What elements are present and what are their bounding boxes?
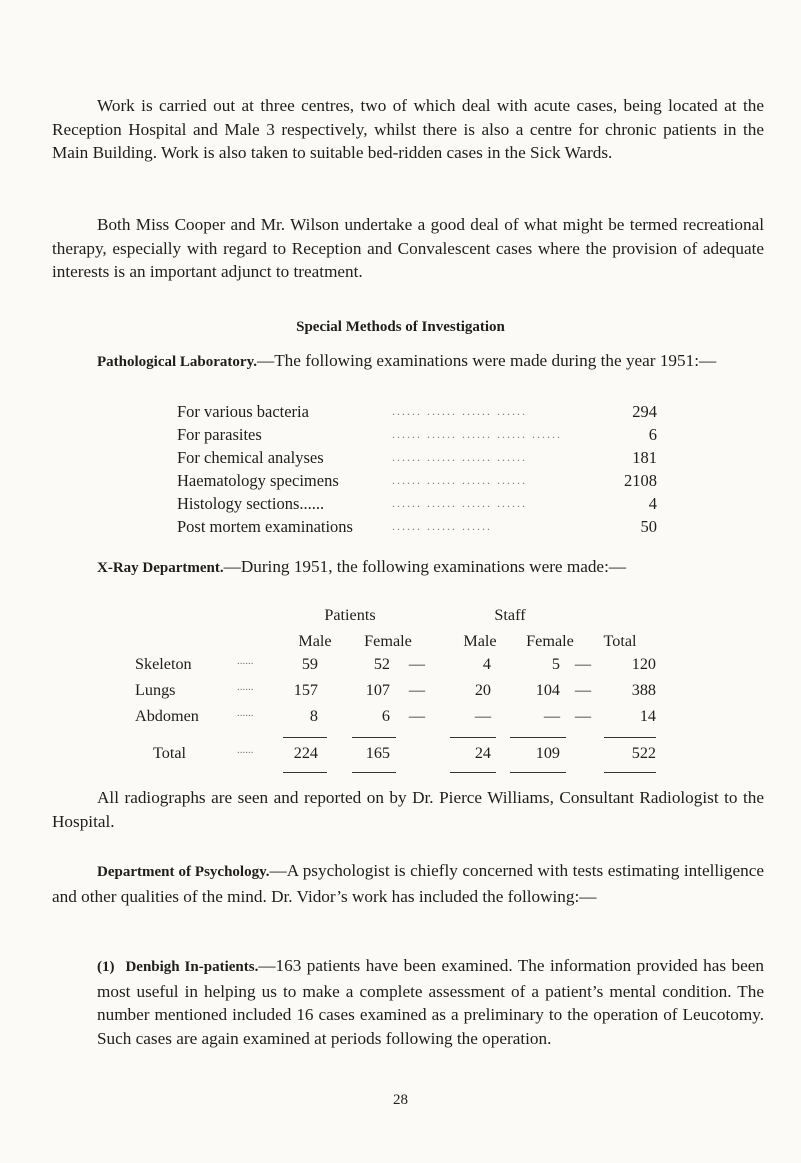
lab-row — [177, 494, 657, 516]
lab-label: Histology sections...... — [177, 494, 325, 513]
patients-male: 157 — [293, 681, 318, 699]
rule — [450, 737, 496, 738]
item-text: —163 patients have been examined. The information provided has been most useful in helping us to make a complete assessment of a patient’s mental condition. The number mentioned included 16 cases examined as a preliminary to the operation of Leucotomy. Such cases are again examined at periods following the operation. — [97, 956, 765, 1048]
lab-row — [177, 448, 657, 470]
psychology-text: —A psychologist is chiefly concerned with tests estimating intelligence and other qualities of the mind. Dr. Vidor’s work has included the following:— — [52, 861, 764, 906]
leader-dots: ...... ...... ...... ...... — [392, 404, 527, 418]
lab-value: 181 — [632, 448, 657, 467]
patients-female: 52 — [373, 655, 390, 673]
group-header-patients: Patients — [324, 606, 376, 624]
staff-male: 20 — [474, 681, 491, 699]
row-label: Skeleton — [135, 655, 192, 673]
intro-paragraph-2: Both Miss Cooper and Mr. Wilson undertake a good deal of what might be termed recreational therapy, especially with regard to Reception and Convalescent cases where the provision of adequate interests is an important adjunct to treatment. — [52, 215, 764, 281]
patients-male: 59 — [301, 655, 318, 673]
leader-dots: ...... ...... ...... ...... — [392, 473, 527, 487]
dash: — — [574, 681, 592, 699]
rule — [283, 772, 327, 773]
staff-female: 5 — [551, 655, 560, 673]
leader-dots: ...... — [237, 744, 254, 756]
lab-label: For various bacteria — [177, 402, 309, 421]
patients-female: 107 — [365, 681, 390, 699]
dash: — — [408, 707, 426, 725]
patients-male: 8 — [309, 707, 318, 725]
lab-value: 4 — [648, 494, 657, 513]
total-patients-female: 165 — [365, 744, 390, 762]
rule — [352, 772, 396, 773]
pathology-text: —The following examinations were made during the year 1951:— — [257, 351, 717, 370]
psychology-item-1 — [97, 954, 764, 1050]
psychology-paragraph — [52, 859, 764, 908]
row-total: 14 — [639, 707, 656, 725]
col-header: Female — [364, 632, 412, 650]
pathology-title: Pathological Laboratory. — [97, 354, 257, 370]
patients-female: 6 — [381, 707, 390, 725]
pathology-paragraph — [52, 349, 764, 375]
lab-row — [177, 471, 657, 493]
lab-row — [177, 402, 657, 424]
staff-male: 4 — [482, 655, 491, 673]
staff-male: — — [474, 707, 491, 725]
col-header: Total — [603, 632, 637, 650]
total-staff-female: 109 — [535, 744, 560, 762]
rule — [604, 737, 656, 738]
lab-value: 50 — [640, 517, 657, 536]
rule — [604, 772, 656, 773]
leader-dots: ...... ...... ...... — [392, 519, 492, 533]
dash: — — [408, 655, 426, 673]
lab-value: 294 — [632, 402, 657, 421]
row-total: 120 — [631, 655, 656, 673]
leader-dots: ...... — [237, 655, 254, 667]
rule — [510, 737, 566, 738]
psychology-title: Department of Psychology. — [97, 864, 270, 880]
total-staff-male: 24 — [474, 744, 491, 762]
staff-female: — — [543, 707, 560, 725]
row-label: Abdomen — [135, 707, 199, 725]
total-label: Total — [153, 744, 187, 762]
lab-label: Haematology specimens — [177, 471, 339, 490]
lab-label: Post mortem examinations — [177, 517, 353, 536]
lab-value: 2108 — [624, 471, 657, 490]
col-header: Male — [298, 632, 332, 650]
section-heading: Special Methods of Investigation — [296, 319, 505, 335]
xray-text: —During 1951, the following examinations were made:— — [223, 557, 627, 576]
lab-row — [177, 517, 657, 539]
total-patients-male: 224 — [293, 744, 318, 762]
page-number: 28 — [393, 1092, 408, 1108]
rule — [352, 737, 396, 738]
xray-note: All radiographs are seen and reported on by Dr. Pierce Williams, Consultant Radiologist to the Hospital. — [52, 788, 764, 831]
dash: — — [574, 707, 592, 725]
leader-dots: ...... ...... ...... ...... — [392, 450, 527, 464]
leader-dots: ...... — [237, 681, 254, 693]
lab-value: 6 — [648, 425, 657, 444]
xray-paragraph — [52, 555, 797, 581]
item-title: Denbigh In-patients. — [125, 959, 259, 975]
rule — [510, 772, 566, 773]
item-number: (1) — [97, 959, 115, 975]
leader-dots: ...... — [237, 707, 254, 719]
dash: — — [574, 655, 592, 673]
row-label: Lungs — [135, 681, 176, 699]
col-header: Male — [463, 632, 497, 650]
grand-total: 522 — [631, 744, 656, 762]
staff-female: 104 — [535, 681, 560, 699]
dash: — — [408, 681, 426, 699]
row-total: 388 — [631, 681, 656, 699]
col-header: Female — [526, 632, 574, 650]
rule — [283, 737, 327, 738]
group-header-staff: Staff — [494, 606, 526, 624]
rule — [450, 772, 496, 773]
leader-dots: ...... ...... ...... ...... ...... — [392, 427, 562, 441]
intro-paragraph-1: Work is carried out at three centres, two of which deal with acute cases, being located at the Reception Hospital and Male 3 respectively, whilst there is also a centre for chronic patients in the Main Building. Work is also taken to suitable bed-ridden cases in the Sick Wards. — [52, 96, 764, 162]
xray-title: X-Ray Department. — [97, 560, 224, 576]
lab-label: For parasites — [177, 425, 262, 444]
lab-row — [177, 425, 657, 447]
lab-label: For chemical analyses — [177, 448, 324, 467]
leader-dots: ...... ...... ...... ...... — [392, 496, 527, 510]
